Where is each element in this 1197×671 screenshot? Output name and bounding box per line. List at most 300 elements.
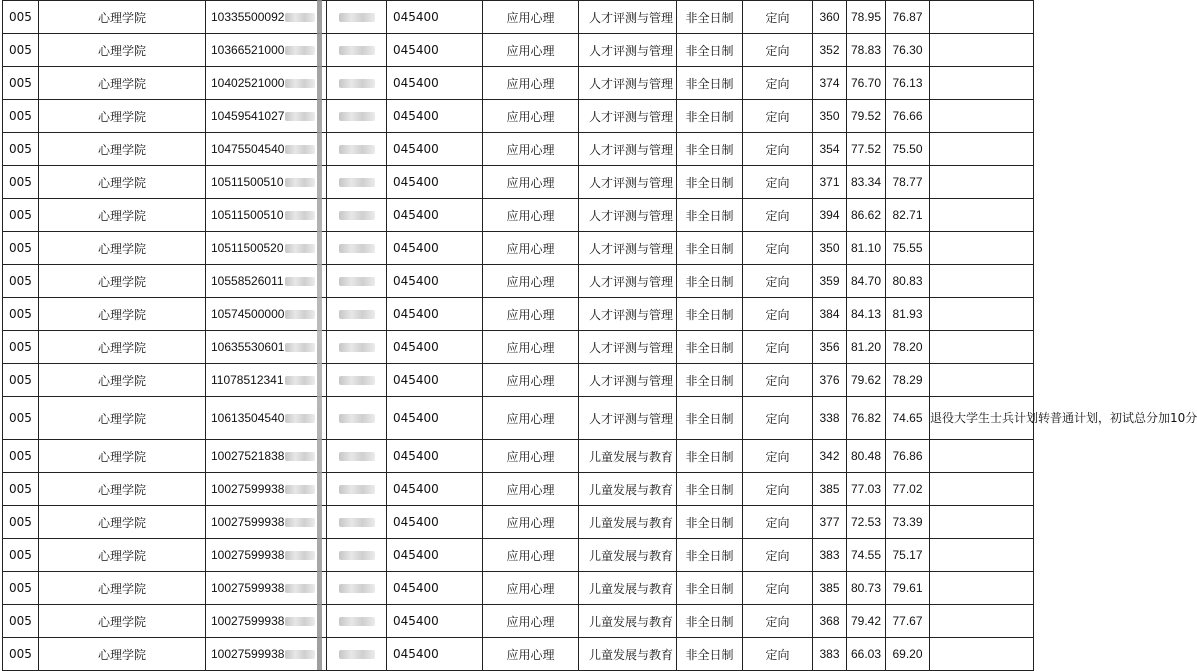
admission-type-text: 定向 xyxy=(765,614,790,629)
total-score-text: 81.93 xyxy=(892,307,923,321)
retest-score-cell xyxy=(847,638,886,671)
name-cell xyxy=(327,1,387,34)
retest-score-text: 72.53 xyxy=(850,515,882,529)
school-text: 心理学院 xyxy=(97,142,146,157)
study-mode-text: 非全日制 xyxy=(685,208,734,223)
admission-type-cell xyxy=(743,34,813,67)
dept-code-cell xyxy=(3,265,39,298)
table-row xyxy=(3,166,1034,199)
study-mode-text: 非全日制 xyxy=(685,411,734,426)
study-mode-cell xyxy=(677,638,743,671)
total-score-text: 80.83 xyxy=(892,274,923,288)
school-cell xyxy=(39,539,206,572)
redacted-name xyxy=(339,376,375,385)
note-cell xyxy=(930,440,1034,473)
redacted-name xyxy=(339,211,375,220)
study-mode-text: 非全日制 xyxy=(685,515,734,530)
initial-score-cell xyxy=(813,397,847,440)
major-code-text: 045400 xyxy=(393,515,439,529)
total-score-text: 76.87 xyxy=(892,10,923,24)
admission-type-cell xyxy=(743,298,813,331)
total-score-cell xyxy=(886,265,930,298)
dept-code-text: 005 xyxy=(9,241,32,255)
study-mode-cell xyxy=(677,364,743,397)
major-text: 应用心理 xyxy=(506,548,555,563)
major-text: 应用心理 xyxy=(506,373,555,388)
initial-score-text: 374 xyxy=(819,76,840,90)
retest-score-text: 80.48 xyxy=(850,449,882,463)
total-score-text: 73.39 xyxy=(892,515,923,529)
direction-cell xyxy=(579,440,677,473)
major-text: 应用心理 xyxy=(506,76,555,91)
candidate-id-cell xyxy=(206,539,327,572)
initial-score-cell xyxy=(813,100,847,133)
school-cell xyxy=(39,605,206,638)
total-score-text: 74.65 xyxy=(892,411,923,425)
study-mode-cell xyxy=(677,572,743,605)
candidate-id-cell xyxy=(206,133,327,166)
major-code-text: 045400 xyxy=(393,581,439,595)
major-code-cell xyxy=(387,473,483,506)
major-text: 应用心理 xyxy=(506,208,555,223)
retest-score-cell xyxy=(847,605,886,638)
study-mode-text: 非全日制 xyxy=(685,548,734,563)
retest-score-text: 77.03 xyxy=(850,482,882,496)
major-cell xyxy=(483,605,579,638)
total-score-cell xyxy=(886,199,930,232)
initial-score-cell xyxy=(813,232,847,265)
major-text: 应用心理 xyxy=(506,307,555,322)
roster-body xyxy=(3,1,1197,671)
major-text: 应用心理 xyxy=(506,10,555,25)
retest-score-cell xyxy=(847,67,886,100)
table-row xyxy=(3,1,1034,34)
major-code-text: 045400 xyxy=(393,548,439,562)
redacted-name xyxy=(339,46,375,55)
candidate-id-cell xyxy=(206,572,327,605)
school-text: 心理学院 xyxy=(97,614,146,629)
school-text: 心理学院 xyxy=(97,482,146,497)
initial-score-text: 350 xyxy=(819,109,840,123)
initial-score-cell xyxy=(813,605,847,638)
retest-score-cell xyxy=(847,364,886,397)
name-cell xyxy=(327,397,387,440)
total-score-cell xyxy=(886,605,930,638)
admission-type-cell xyxy=(743,473,813,506)
major-code-text: 045400 xyxy=(393,449,439,463)
dept-code-cell xyxy=(3,638,39,671)
retest-score-cell xyxy=(847,397,886,440)
total-score-cell xyxy=(886,364,930,397)
table-row xyxy=(3,298,1034,331)
major-code-text: 045400 xyxy=(393,307,439,321)
school-text: 心理学院 xyxy=(97,274,146,289)
major-cell xyxy=(483,364,579,397)
retest-score-text: 74.55 xyxy=(850,548,882,562)
candidate-id-cell xyxy=(206,638,327,671)
initial-score-text: 352 xyxy=(819,43,840,57)
direction-cell xyxy=(579,506,677,539)
table-row xyxy=(3,440,1034,473)
redacted-name xyxy=(339,310,375,319)
direction-text: 人才评测与管理 xyxy=(589,241,674,256)
admission-type-text: 定向 xyxy=(765,581,790,596)
dept-code-text: 005 xyxy=(9,142,32,156)
candidate-id-text: 10475504540 xyxy=(211,142,285,156)
admission-type-cell xyxy=(743,100,813,133)
retest-score-text: 84.70 xyxy=(850,274,882,288)
major-code-cell xyxy=(387,506,483,539)
total-score-cell xyxy=(886,298,930,331)
admission-type-cell xyxy=(743,638,813,671)
major-code-cell xyxy=(387,265,483,298)
retest-score-text: 80.73 xyxy=(850,581,882,595)
school-cell xyxy=(39,572,206,605)
initial-score-text: 350 xyxy=(819,241,840,255)
note-cell xyxy=(930,1,1034,34)
school-cell xyxy=(39,199,206,232)
direction-cell xyxy=(579,605,677,638)
major-text: 应用心理 xyxy=(506,241,555,256)
candidate-id-text: 11078512341 xyxy=(211,373,284,387)
study-mode-text: 非全日制 xyxy=(685,449,734,464)
study-mode-cell xyxy=(677,100,743,133)
school-text: 心理学院 xyxy=(97,373,146,388)
retest-score-cell xyxy=(847,166,886,199)
retest-score-cell xyxy=(847,1,886,34)
initial-score-cell xyxy=(813,331,847,364)
candidate-id-cell xyxy=(206,232,327,265)
admission-type-cell xyxy=(743,440,813,473)
retest-score-text: 83.34 xyxy=(850,175,882,189)
study-mode-cell xyxy=(677,331,743,364)
direction-text: 人才评测与管理 xyxy=(589,76,674,91)
major-cell xyxy=(483,100,579,133)
major-code-cell xyxy=(387,539,483,572)
study-mode-cell xyxy=(677,133,743,166)
dept-code-text: 005 xyxy=(9,307,32,321)
direction-text: 儿童发展与教育 xyxy=(589,449,674,464)
admission-type-text: 定向 xyxy=(765,208,790,223)
name-cell xyxy=(327,539,387,572)
retest-score-text: 86.62 xyxy=(850,208,882,222)
total-score-cell xyxy=(886,1,930,34)
major-cell xyxy=(483,265,579,298)
retest-score-cell xyxy=(847,34,886,67)
candidate-id-text: 10335500092 xyxy=(211,10,285,24)
redacted-id-suffix xyxy=(285,584,315,593)
admission-type-text: 定向 xyxy=(765,175,790,190)
major-cell xyxy=(483,440,579,473)
study-mode-text: 非全日制 xyxy=(685,109,734,124)
school-cell xyxy=(39,364,206,397)
initial-score-text: 354 xyxy=(819,142,840,156)
study-mode-text: 非全日制 xyxy=(685,482,734,497)
study-mode-text: 非全日制 xyxy=(685,373,734,388)
major-code-text: 045400 xyxy=(393,109,439,123)
direction-text: 人才评测与管理 xyxy=(589,43,674,58)
major-cell xyxy=(483,133,579,166)
total-score-cell xyxy=(886,331,930,364)
study-mode-text: 非全日制 xyxy=(685,274,734,289)
dept-code-cell xyxy=(3,572,39,605)
school-text: 心理学院 xyxy=(97,241,146,256)
redacted-id-suffix xyxy=(285,452,315,461)
retest-score-text: 77.52 xyxy=(850,142,882,156)
candidate-id-cell xyxy=(206,67,327,100)
dept-code-text: 005 xyxy=(9,109,32,123)
name-cell xyxy=(327,364,387,397)
school-text: 心理学院 xyxy=(97,548,146,563)
total-score-text: 82.71 xyxy=(892,208,923,222)
major-code-text: 045400 xyxy=(393,647,439,661)
candidate-id-text: 10366521000 xyxy=(211,43,285,57)
candidate-id-text: 10613504540 xyxy=(211,411,285,425)
school-cell xyxy=(39,133,206,166)
major-text: 应用心理 xyxy=(506,274,555,289)
initial-score-text: 356 xyxy=(819,340,840,354)
admission-type-text: 定向 xyxy=(765,373,790,388)
major-cell xyxy=(483,572,579,605)
school-text: 心理学院 xyxy=(97,208,146,223)
school-cell xyxy=(39,638,206,671)
retest-score-cell xyxy=(847,133,886,166)
major-code-cell xyxy=(387,34,483,67)
school-text: 心理学院 xyxy=(97,340,146,355)
direction-text: 人才评测与管理 xyxy=(589,411,674,426)
candidate-id-cell xyxy=(206,1,327,34)
direction-cell xyxy=(579,539,677,572)
major-code-text: 045400 xyxy=(393,614,439,628)
major-cell xyxy=(483,1,579,34)
dept-code-text: 005 xyxy=(9,10,32,24)
initial-score-text: 385 xyxy=(819,581,840,595)
major-code-cell xyxy=(387,605,483,638)
admission-type-text: 定向 xyxy=(765,109,790,124)
direction-text: 儿童发展与教育 xyxy=(589,647,674,662)
name-cell xyxy=(327,67,387,100)
direction-cell xyxy=(579,34,677,67)
school-cell xyxy=(39,232,206,265)
total-score-text: 78.77 xyxy=(892,175,923,189)
major-code-cell xyxy=(387,100,483,133)
dept-code-cell xyxy=(3,298,39,331)
retest-score-cell xyxy=(847,265,886,298)
candidate-id-text: 10027599938 xyxy=(211,647,285,661)
major-cell xyxy=(483,506,579,539)
candidate-id-cell xyxy=(206,440,327,473)
candidate-id-cell xyxy=(206,331,327,364)
redacted-name xyxy=(339,617,375,626)
table-row xyxy=(3,572,1034,605)
candidate-id-cell xyxy=(206,605,327,638)
direction-text: 人才评测与管理 xyxy=(589,109,674,124)
dept-code-text: 005 xyxy=(9,43,32,57)
note-cell xyxy=(930,298,1034,331)
direction-cell xyxy=(579,298,677,331)
study-mode-cell xyxy=(677,166,743,199)
admission-type-text: 定向 xyxy=(765,515,790,530)
dept-code-text: 005 xyxy=(9,548,32,562)
major-code-cell xyxy=(387,133,483,166)
admission-type-text: 定向 xyxy=(765,449,790,464)
direction-cell xyxy=(579,199,677,232)
school-cell xyxy=(39,331,206,364)
dept-code-cell xyxy=(3,100,39,133)
dept-code-cell xyxy=(3,331,39,364)
redaction-bar xyxy=(317,0,322,670)
total-score-cell xyxy=(886,539,930,572)
admission-type-text: 定向 xyxy=(765,76,790,91)
total-score-text: 77.02 xyxy=(892,482,923,496)
redacted-id-suffix xyxy=(285,79,315,88)
total-score-text: 76.66 xyxy=(892,109,923,123)
dept-code-cell xyxy=(3,364,39,397)
initial-score-text: 377 xyxy=(819,515,840,529)
retest-score-cell xyxy=(847,232,886,265)
admission-type-cell xyxy=(743,199,813,232)
table-row xyxy=(3,397,1034,440)
school-cell xyxy=(39,67,206,100)
redacted-id-suffix xyxy=(285,277,315,286)
study-mode-cell xyxy=(677,67,743,100)
major-cell xyxy=(483,397,579,440)
note-cell xyxy=(930,539,1034,572)
note-cell xyxy=(930,638,1034,671)
redacted-name xyxy=(339,343,375,352)
major-cell xyxy=(483,331,579,364)
name-cell xyxy=(327,100,387,133)
study-mode-cell xyxy=(677,265,743,298)
redacted-id-suffix xyxy=(285,145,315,154)
admission-type-cell xyxy=(743,331,813,364)
admission-type-text: 定向 xyxy=(765,647,790,662)
retest-score-text: 81.10 xyxy=(850,241,882,255)
study-mode-cell xyxy=(677,397,743,440)
admission-type-text: 定向 xyxy=(765,10,790,25)
redacted-name xyxy=(339,112,375,121)
study-mode-text: 非全日制 xyxy=(685,340,734,355)
school-cell xyxy=(39,34,206,67)
initial-score-text: 359 xyxy=(819,274,840,288)
initial-score-cell xyxy=(813,440,847,473)
table-row xyxy=(3,133,1034,166)
dept-code-cell xyxy=(3,1,39,34)
school-cell xyxy=(39,1,206,34)
redacted-name xyxy=(339,650,375,659)
major-cell xyxy=(483,473,579,506)
name-cell xyxy=(327,298,387,331)
dept-code-text: 005 xyxy=(9,515,32,529)
study-mode-cell xyxy=(677,298,743,331)
dept-code-text: 005 xyxy=(9,647,32,661)
admission-type-cell xyxy=(743,397,813,440)
major-code-text: 045400 xyxy=(393,208,439,222)
major-text: 应用心理 xyxy=(506,340,555,355)
dept-code-cell xyxy=(3,67,39,100)
direction-text: 儿童发展与教育 xyxy=(589,614,674,629)
major-code-cell xyxy=(387,331,483,364)
redacted-id-suffix xyxy=(285,343,315,352)
redacted-id-suffix xyxy=(285,650,315,659)
initial-score-text: 376 xyxy=(819,373,840,387)
major-code-text: 045400 xyxy=(393,274,439,288)
dept-code-cell xyxy=(3,166,39,199)
name-cell xyxy=(327,572,387,605)
direction-text: 人才评测与管理 xyxy=(589,274,674,289)
direction-text: 儿童发展与教育 xyxy=(589,482,674,497)
retest-score-cell xyxy=(847,506,886,539)
note-cell xyxy=(930,67,1034,100)
school-cell xyxy=(39,100,206,133)
total-score-text: 76.30 xyxy=(892,43,923,57)
candidate-id-text: 10459541027 xyxy=(211,109,285,123)
redacted-name xyxy=(339,518,375,527)
candidate-id-text: 10574500000 xyxy=(211,307,285,321)
initial-score-text: 371 xyxy=(819,175,840,189)
direction-cell xyxy=(579,1,677,34)
major-code-text: 045400 xyxy=(393,142,439,156)
school-cell xyxy=(39,166,206,199)
major-code-cell xyxy=(387,397,483,440)
candidate-id-cell xyxy=(206,166,327,199)
retest-score-text: 79.52 xyxy=(850,109,882,123)
school-text: 心理学院 xyxy=(97,581,146,596)
initial-score-text: 342 xyxy=(819,449,840,463)
redacted-id-suffix xyxy=(285,211,315,220)
direction-text: 人才评测与管理 xyxy=(589,175,674,190)
redacted-id-suffix xyxy=(285,178,315,187)
school-cell xyxy=(39,298,206,331)
major-code-text: 045400 xyxy=(393,482,439,496)
total-score-cell xyxy=(886,166,930,199)
study-mode-cell xyxy=(677,539,743,572)
total-score-text: 75.50 xyxy=(892,142,923,156)
retest-score-cell xyxy=(847,298,886,331)
candidate-id-cell xyxy=(206,199,327,232)
note-cell xyxy=(930,34,1034,67)
redacted-name xyxy=(339,244,375,253)
major-code-cell xyxy=(387,166,483,199)
admission-type-cell xyxy=(743,605,813,638)
dept-code-cell xyxy=(3,473,39,506)
major-code-text: 045400 xyxy=(393,241,439,255)
school-text: 心理学院 xyxy=(97,307,146,322)
retest-score-text: 78.83 xyxy=(850,43,882,57)
initial-score-cell xyxy=(813,473,847,506)
table-row xyxy=(3,473,1034,506)
dept-code-text: 005 xyxy=(9,340,32,354)
note-cell xyxy=(930,473,1034,506)
dept-code-cell xyxy=(3,605,39,638)
note-cell xyxy=(930,572,1034,605)
retest-score-text: 76.82 xyxy=(850,411,882,425)
total-score-cell xyxy=(886,100,930,133)
major-text: 应用心理 xyxy=(506,581,555,596)
initial-score-text: 368 xyxy=(819,614,840,628)
major-text: 应用心理 xyxy=(506,614,555,629)
study-mode-cell xyxy=(677,440,743,473)
redacted-name xyxy=(339,584,375,593)
major-code-text: 045400 xyxy=(393,76,439,90)
candidate-id-text: 10027599938 xyxy=(211,614,285,628)
admission-type-text: 定向 xyxy=(765,274,790,289)
note-cell xyxy=(930,265,1034,298)
total-score-cell xyxy=(886,440,930,473)
retest-score-cell xyxy=(847,539,886,572)
admission-type-text: 定向 xyxy=(765,411,790,426)
note-cell xyxy=(930,331,1034,364)
